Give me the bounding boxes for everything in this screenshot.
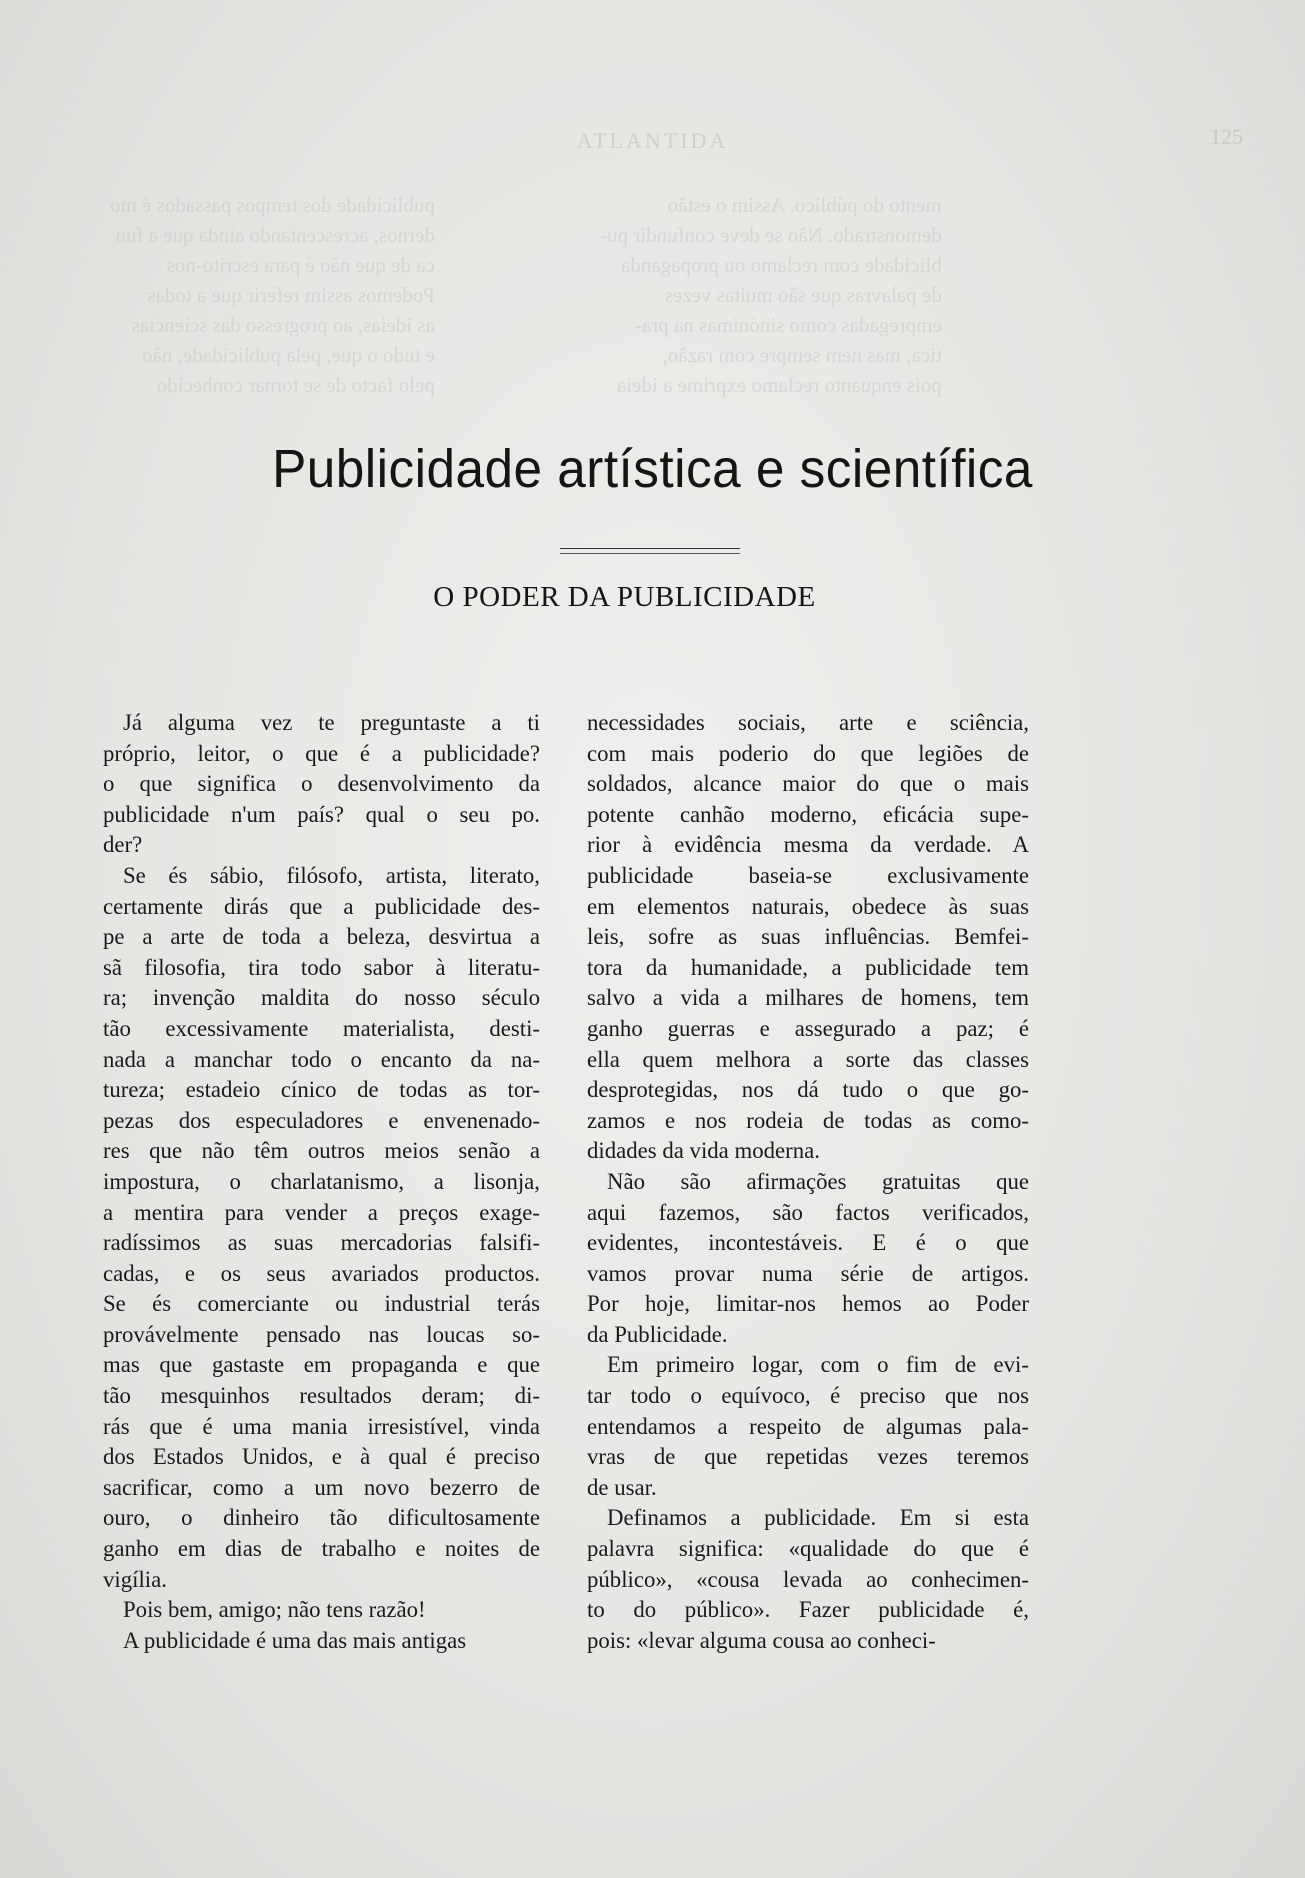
text-line: Definamos a publicidade. Em si esta bbox=[607, 1505, 1029, 1531]
text-line: ella quem melhora a sorte das classes bbox=[587, 1046, 1029, 1072]
bleed-through-text: publicidade dos tempos passados é mo dernos, acrescentando ainda que a fun ca de que não é para escrito-nos Podemos assim referir que a todas as ideias, ao progresso das sciencias e tudo o que, pela publicidade, não pelo facto de se tornar conhecido bbox=[110, 193, 435, 397]
text-line: sã filosofia, tira todo sabor à literatu- bbox=[103, 954, 540, 980]
article-subtitle: O PODER DA PUBLICIDADE bbox=[433, 581, 816, 613]
text-line: com mais poderio do que legiões de bbox=[587, 740, 1029, 766]
text-line: provávelmente pensado nas loucas so- bbox=[103, 1321, 540, 1347]
text-line: tar todo o equívoco, é preciso que nos bbox=[587, 1383, 1029, 1409]
text-line: Já alguma vez te preguntaste a ti bbox=[123, 710, 540, 735]
text-line: Em primeiro logar, com o fim de evi- bbox=[607, 1352, 1029, 1378]
text-line: soldados, alcance maior do que o mais bbox=[587, 771, 1029, 797]
title-divider bbox=[560, 548, 740, 549]
text-line: Por hoje, limitar-nos hemos ao Poder bbox=[587, 1291, 1029, 1317]
text-line: nada a manchar todo o encanto da na- bbox=[103, 1046, 540, 1072]
right-column bbox=[587, 708, 1029, 1656]
text-line: tão excessivamente materialista, desti- bbox=[103, 1015, 540, 1041]
text-line: pois: «levar alguma cousa ao conheci- bbox=[587, 1627, 936, 1653]
text-line: A publicidade é uma das mais antigas bbox=[123, 1627, 467, 1653]
text-line: vras de que repetidas vezes teremos bbox=[587, 1444, 1029, 1470]
text-line: res que não têm outros meios senão a bbox=[103, 1138, 540, 1164]
text-line: pe a arte de toda a beleza, desvirtua a bbox=[103, 924, 540, 950]
text-line: Se és comerciante ou industrial terás bbox=[103, 1291, 540, 1317]
text-line: mas que gastaste em propaganda e que bbox=[103, 1352, 540, 1378]
article-title: Publicidade artística e scientífica bbox=[272, 439, 1033, 499]
text-line: a mentira para vender a preços exage- bbox=[103, 1199, 540, 1225]
text-line: cadas, e os seus avariados productos. bbox=[103, 1260, 540, 1286]
text-line: tureza; estadeio cínico de todas as tor- bbox=[103, 1077, 540, 1103]
text-line: o que significa o desenvolvimento da bbox=[103, 771, 540, 797]
text-line: leis, sofre as suas influências. Bemfei- bbox=[587, 924, 1029, 950]
text-line: de usar. bbox=[587, 1474, 657, 1500]
text-line: público», «cousa levada ao conhecimen- bbox=[587, 1566, 1029, 1592]
text-line: desprotegidas, nos dá tudo o que go- bbox=[587, 1077, 1029, 1103]
text-line: entendamos a respeito de algumas pala- bbox=[587, 1413, 1029, 1439]
text-line: dos Estados Unidos, e à qual é preciso bbox=[103, 1444, 540, 1470]
bleed-through-text-right: mento do público. Assim o estão demonstrado. Não se deve confundir pu- blicidade com reclamo ou propaganda de palavras que são muitas vezes empregadas como sinónimas na pra- tica, mas nem sempre com razão, pois enquanto reclamo exprime a ideia bbox=[600, 193, 942, 397]
text-line: to do público». Fazer publicidade é, bbox=[587, 1597, 1029, 1623]
running-head: ATLANTIDA bbox=[576, 128, 729, 153]
text-line: salvo a vida a milhares de homens, tem bbox=[587, 985, 1029, 1011]
page-number: 125 bbox=[1210, 124, 1243, 149]
text-line: publicidade n'um país? qual o seu po. bbox=[103, 801, 540, 827]
text-line: rior à evidência mesma da verdade. A bbox=[587, 832, 1029, 858]
text-line: tora da humanidade, a publicidade tem bbox=[587, 954, 1029, 980]
text-line: radíssimos as suas mercadorias falsifi- bbox=[103, 1230, 540, 1256]
text-line: didades da vida moderna. bbox=[587, 1138, 820, 1164]
text-line: publicidade baseia-se exclusivamente bbox=[587, 862, 1029, 888]
text-line: der? bbox=[103, 832, 143, 858]
text-line: ra; invenção maldita do nosso século bbox=[103, 985, 540, 1011]
text-line: sacrificar, como a um novo bezerro de bbox=[103, 1474, 540, 1500]
text-line: rás que é uma mania irresistível, vinda bbox=[103, 1413, 540, 1439]
text-line: em elementos naturais, obedece às suas bbox=[587, 893, 1029, 919]
text-line: palavra significa: «qualidade do que é bbox=[587, 1536, 1029, 1562]
text-line: evidentes, incontestáveis. E é o que bbox=[587, 1230, 1029, 1256]
text-line: Pois bem, amigo; não tens razão! bbox=[123, 1597, 426, 1623]
text-line: Não são afirmações gratuitas que bbox=[607, 1168, 1029, 1194]
text-line: próprio, leitor, o que é a publicidade? bbox=[103, 740, 540, 766]
text-line: ganho guerras e assegurado a paz; é bbox=[587, 1015, 1029, 1041]
text-line: tão mesquinhos resultados deram; di- bbox=[103, 1383, 540, 1409]
left-column bbox=[103, 708, 540, 1656]
text-line: necessidades sociais, arte e sciência, bbox=[587, 710, 1029, 735]
text-line: vamos provar numa série de artigos. bbox=[587, 1260, 1029, 1286]
text-line: zamos e nos rodeia de todas as como- bbox=[587, 1107, 1029, 1133]
text-line: ouro, o dinheiro tão dificultosamente bbox=[103, 1505, 540, 1531]
text-line: Se és sábio, filósofo, artista, literato, bbox=[123, 862, 540, 888]
text-line: potente canhão moderno, eficácia supe- bbox=[587, 801, 1029, 827]
text-line: da Publicidade. bbox=[587, 1321, 728, 1347]
title-divider-secondary bbox=[560, 553, 740, 554]
text-line: certamente dirás que a publicidade des- bbox=[103, 893, 540, 919]
text-line: ganho em dias de trabalho e noites de bbox=[103, 1536, 540, 1562]
text-line: pezas dos especuladores e envenenado- bbox=[103, 1107, 540, 1133]
text-line: vigília. bbox=[103, 1566, 167, 1592]
text-line: aqui fazemos, são factos verificados, bbox=[587, 1199, 1029, 1225]
text-line: impostura, o charlatanismo, a lisonja, bbox=[103, 1168, 540, 1194]
